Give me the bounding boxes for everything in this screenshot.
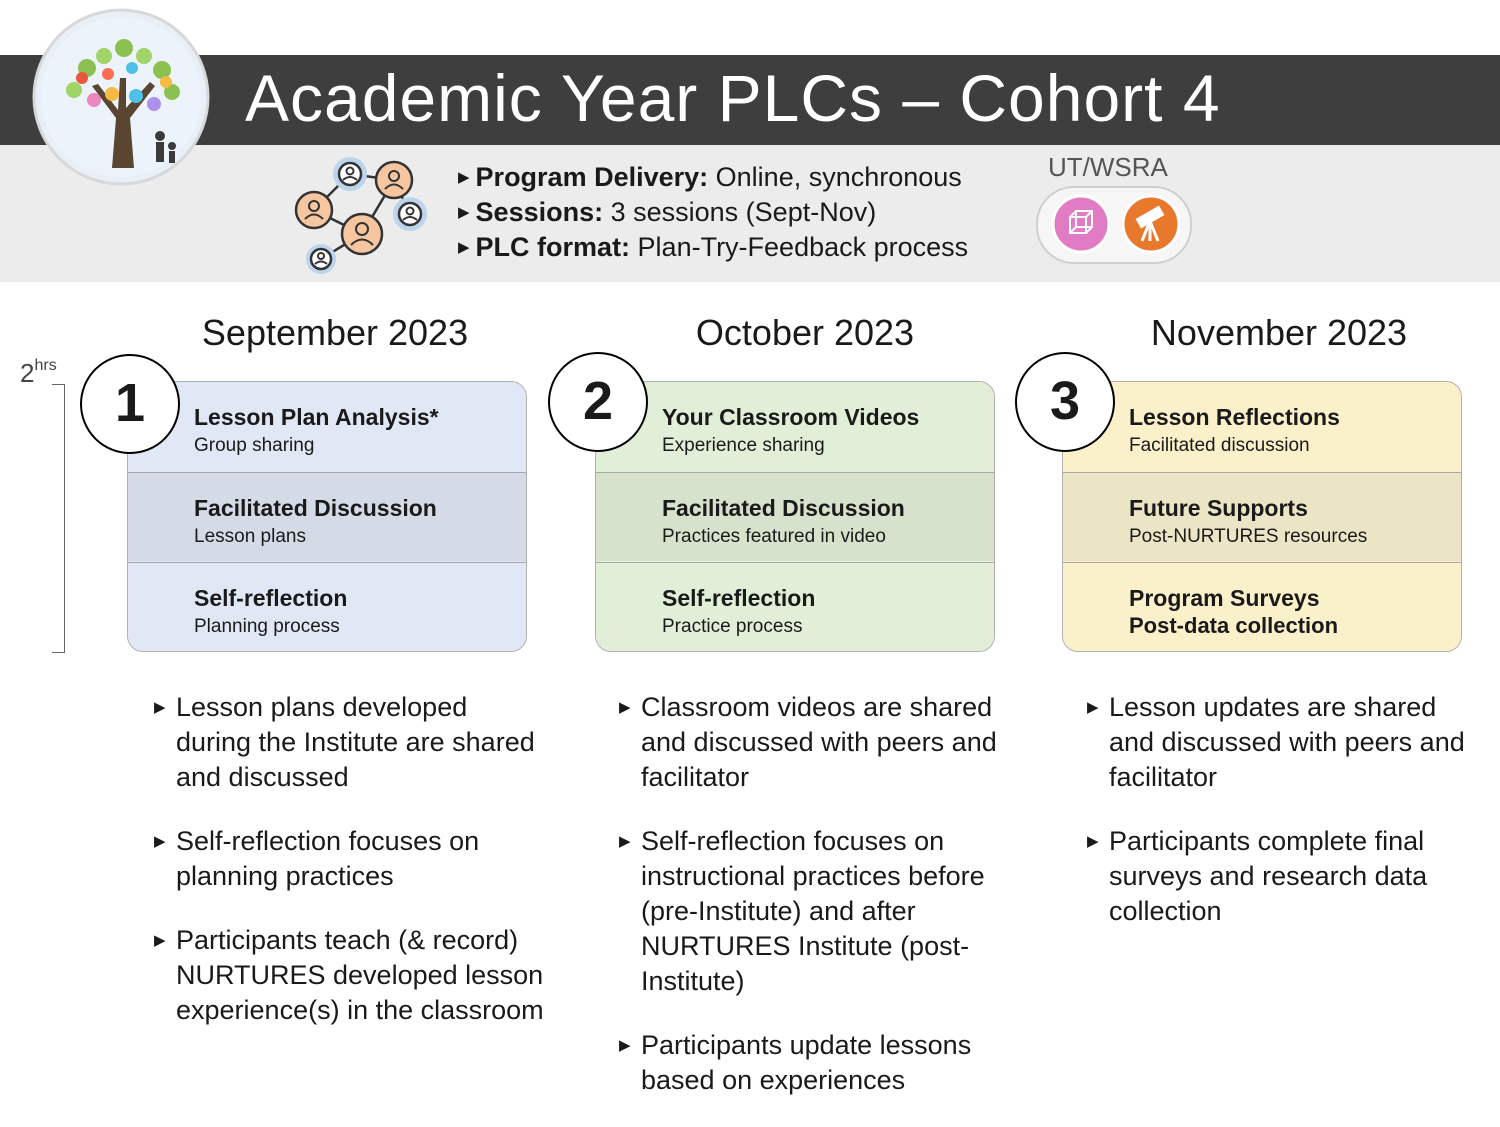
session-2-month: October 2023 (695, 312, 915, 353)
session-3-bullet: ▶ Lesson updates are shared and discussed with peers and facilitator (1087, 692, 1465, 792)
session-3-bullets (1087, 690, 1482, 958)
tree-logo (32, 8, 210, 186)
session-3-row-1: Lesson Reflections Facilitated discussion (1063, 382, 1461, 471)
page-title: Academic Year PLCs – Cohort 4 (245, 61, 1221, 135)
session-1-row-3: Self-reflection Planning process (128, 562, 526, 651)
session-2-bullet: ▶ Classroom videos are shared and discussed with peers and facilitator (619, 692, 997, 792)
info-item-sessions: ▶ Sessions: 3 sessions (Sept-Nov) (458, 197, 877, 227)
telescope-icon (1120, 193, 1182, 255)
session-2-bullet: ▶ Self-reflection focuses on instructional practices before (pre-Institute) and after NURTURES Institute (post-Institute) (619, 826, 985, 996)
session-2-row-3: Self-reflection Practice process (596, 562, 994, 651)
session-2-row-1: Your Classroom Videos Experience sharing (596, 382, 994, 471)
session-3-row-2: Future Supports Post-NURTURES resources (1063, 472, 1461, 561)
session-1-bullet: ▶ Lesson plans developed during the Institute are shared and discussed (154, 692, 535, 792)
session-1-bullet: ▶ Self-reflection focuses on planning practices (154, 826, 480, 891)
session-1-bullet: ▶ Participants teach (& record) NURTURES developed lesson experience(s) in the classroom (154, 925, 544, 1025)
session-3-bullet: ▶ Participants complete final surveys and research data collection (1087, 826, 1428, 926)
session-1-number: 1 (80, 354, 180, 454)
info-item-format: ▶ PLC format: Plan-Try-Feedback process (458, 232, 969, 262)
session-1-row-2: Facilitated Discussion Lesson plans (128, 472, 526, 561)
session-3-card (1062, 381, 1462, 652)
duration-bracket (52, 384, 65, 653)
session-3-month: November 2023 (1150, 312, 1408, 353)
session-2-bullets (619, 690, 1009, 1127)
session-1-card (127, 381, 527, 652)
session-1-row-1: Lesson Plan Analysis* Group sharing (128, 382, 526, 471)
partner-badges (1036, 186, 1192, 264)
session-2-bullet: ▶ Participants update lessons based on experiences (619, 1030, 972, 1095)
session-3-row-3: Program Surveys Post-data collection (1063, 562, 1461, 651)
session-1-month: September 2023 (201, 312, 469, 353)
math-cube-icon (1050, 193, 1112, 255)
session-1-bullets (154, 690, 544, 1057)
session-2-number: 2 (548, 352, 648, 452)
partner-label: UT/WSRA (1048, 152, 1168, 182)
network-people-icon (288, 152, 438, 274)
info-item-delivery: ▶ Program Delivery: Online, synchronous (458, 162, 962, 192)
program-info-list (458, 160, 968, 265)
duration-label: $2^{hrs}$ (20, 357, 57, 388)
session-2-row-2: Facilitated Discussion Practices featured in video (596, 472, 994, 561)
session-3-number: 3 (1015, 352, 1115, 452)
session-2-card (595, 381, 995, 652)
